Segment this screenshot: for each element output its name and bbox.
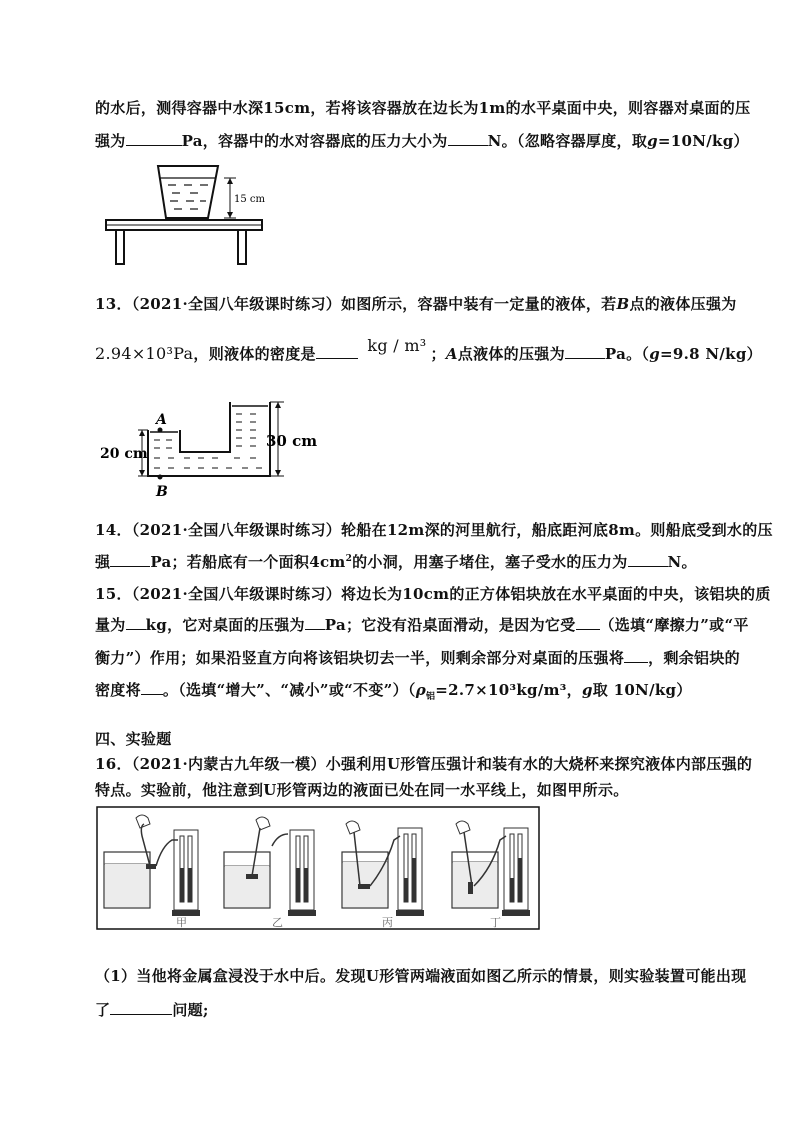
q15-text-line-3: 衡力”）作用；如果沿竖直方向将该铝块切去一半，则剩余部分对桌面的压强将 ，剩余铝块的	[95, 649, 740, 667]
q12-depth-label: 15 cm	[234, 194, 265, 205]
q15-blank-4[interactable]	[624, 648, 648, 663]
q12-text-line-1: 的水后，测得容器中水深15cm，若将该容器放在边长为1m的水平桌面中央，则容器对桌面的压	[95, 99, 751, 117]
q14-text-line-1: 14．（2021·全国八年级课时练习）轮船在12m深的河里航行，船底距河底8m。则船底受到水的压	[95, 521, 773, 539]
panel-bing	[342, 821, 424, 929]
panel-label-ding: 丁	[490, 916, 501, 929]
q12-figure-container-on-table	[100, 158, 270, 270]
q13-figure-l-shaped-container	[98, 390, 328, 502]
q14-blank-2[interactable]	[628, 552, 668, 567]
q13-20cm-label: 20 cm	[100, 446, 148, 462]
panel-yi	[224, 817, 316, 929]
q15-text-line-4: 密度将 。（选填“增大”、“减小”或“不变$”)(\rho_铝=2.7\times 10^3kg/m^3$，g取 10N/kg）	[95, 681, 692, 702]
q15-blank-1[interactable]	[126, 615, 146, 630]
q13-text-line-2: 2.94×10³Pa，则液体的密度是 kg / m³ ；A点液体的压强为 Pa。（g=9.8 N/kg）	[95, 336, 762, 363]
section-title-experiments: 四、实验题	[95, 730, 172, 748]
q15-text-line-2: 量为 kg，它对桌面的压强为 Pa；它没有沿桌面滑动，是因为它受 （选填“摩擦力”或“平	[95, 616, 749, 634]
q16-sub1-blank[interactable]	[110, 1000, 172, 1015]
q13-30cm-label: 30 cm	[266, 432, 318, 450]
q13-point-b-label: B	[156, 484, 168, 500]
q14-blank-1[interactable]	[110, 552, 150, 567]
q12-text-line-2: 强为 Pa，容器中的水对容器底的压力大小为 N。（忽略容器厚度，取g=10N/kg）	[95, 132, 749, 150]
panel-label-yi: 乙	[272, 916, 283, 929]
q15-blank-3[interactable]	[576, 615, 600, 630]
panel-jia	[104, 815, 200, 929]
q13-point-a-label: A	[156, 412, 167, 428]
q15-text-line-1: 15．（2021·全国八年级课时练习）将边长为10cm的正方体铝块放在水平桌面的中央，该铝块的质	[95, 585, 771, 603]
q16-text-line-2: 特点。实验前，他注意到U形管两边的液面已处在同一水平线上，如图甲所示。	[95, 781, 629, 799]
panel-ding	[452, 821, 530, 929]
panel-label-jia: 甲	[176, 916, 187, 929]
q12-blank-1[interactable]	[126, 131, 182, 146]
q13-density-unit: kg / m³	[367, 336, 427, 355]
q13-pressure-value: 2.94×10³Pa	[95, 344, 194, 363]
q12-blank-2[interactable]	[448, 131, 488, 146]
q16-sub1-line-1: （1）当他将金属盒浸没于水中后。发现U形管两端液面如图乙所示的情景，则实验装置可能出现	[95, 967, 747, 985]
q16-figure-u-tube-experiments	[96, 806, 540, 930]
panel-label-bing: 丙	[382, 916, 393, 929]
q16-sub1-line-2: 了 问题;	[95, 1001, 209, 1019]
q14-text-line-2: 强 Pa；若船底有一个面积$4cm^2$的小洞，用塞子堵住，塞子受水的压力为 N。	[95, 553, 697, 571]
q15-blank-5[interactable]	[141, 680, 163, 695]
q13-blank-1[interactable]	[316, 344, 358, 359]
q13-blank-2[interactable]	[565, 344, 605, 359]
q16-text-line-1: 16．（2021·内蒙古九年级一模）小强利用U形管压强计和装有水的大烧杯来探究液体内部压强的	[95, 755, 753, 773]
q13-text-line-1: 13．（2021·全国八年级课时练习）如图所示，容器中装有一定量的液体，若B点的液体压强为	[95, 295, 737, 313]
q15-blank-2[interactable]	[305, 615, 325, 630]
